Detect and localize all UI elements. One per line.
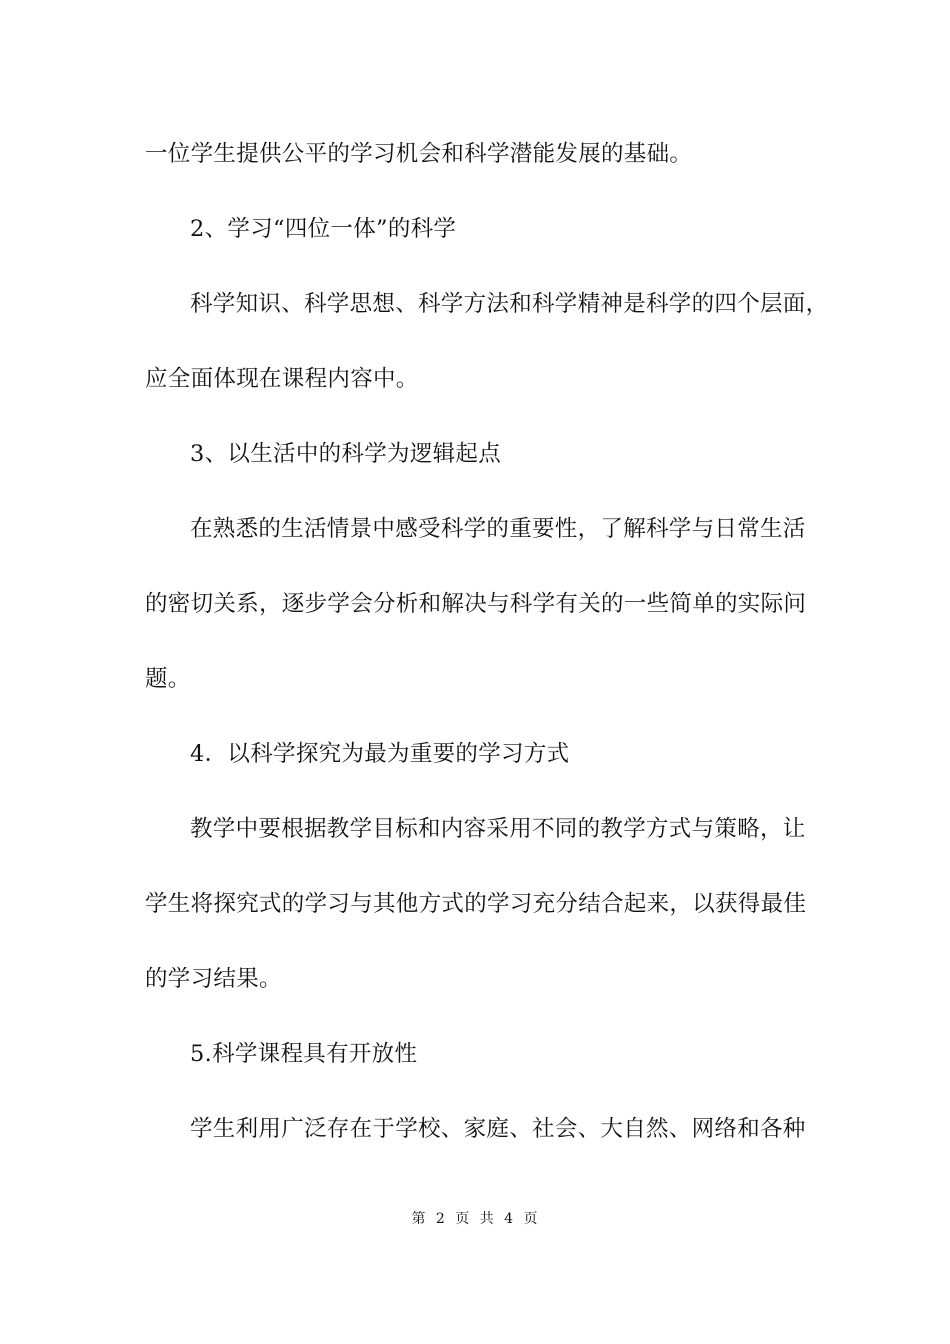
paragraph-line: 应全面体现在课程内容中。 (145, 366, 419, 392)
current-page-number: 2 (435, 1211, 446, 1227)
footer-total-unit: 页 (523, 1211, 539, 1227)
footer-page-unit: 页 (455, 1211, 471, 1227)
paragraph-line: 在熟悉的生活情景中感受科学的重要性，了解科学与日常生活 (190, 516, 806, 542)
paragraph-line: 学生将探究式的学习与其他方式的学习充分结合起来，以获得最佳 (145, 891, 807, 917)
section-heading: 5.科学课程具有开放性 (190, 1041, 418, 1067)
paragraph-line: 的密切关系，逐步学会分析和解决与科学有关的一些简单的实际问 (145, 591, 807, 617)
paragraph-line: 科学知识、科学思想、科学方法和科学精神是科学的四个层面， (190, 291, 829, 317)
section-heading: 3、以生活中的科学为逻辑起点 (190, 441, 502, 467)
section-heading: 4．以科学探究为最为重要的学习方式 (190, 741, 570, 767)
footer-total-prefix: 共 (479, 1211, 495, 1227)
paragraph-line: 学生利用广泛存在于学校、家庭、社会、大自然、网络和各种 (190, 1116, 806, 1142)
paragraph-line: 教学中要根据教学目标和内容采用不同的教学方式与策略，让 (190, 816, 806, 842)
paragraph-line: 一位学生提供公平的学习机会和科学潜能发展的基础。 (145, 141, 693, 167)
paragraph-line: 题。 (145, 666, 191, 692)
section-heading: 2、学习“四位一体”的科学 (190, 216, 457, 242)
page-footer (0, 1209, 950, 1229)
footer-prefix: 第 (411, 1211, 427, 1227)
total-pages-number: 4 (504, 1211, 515, 1227)
paragraph-line: 的学习结果。 (145, 966, 282, 992)
